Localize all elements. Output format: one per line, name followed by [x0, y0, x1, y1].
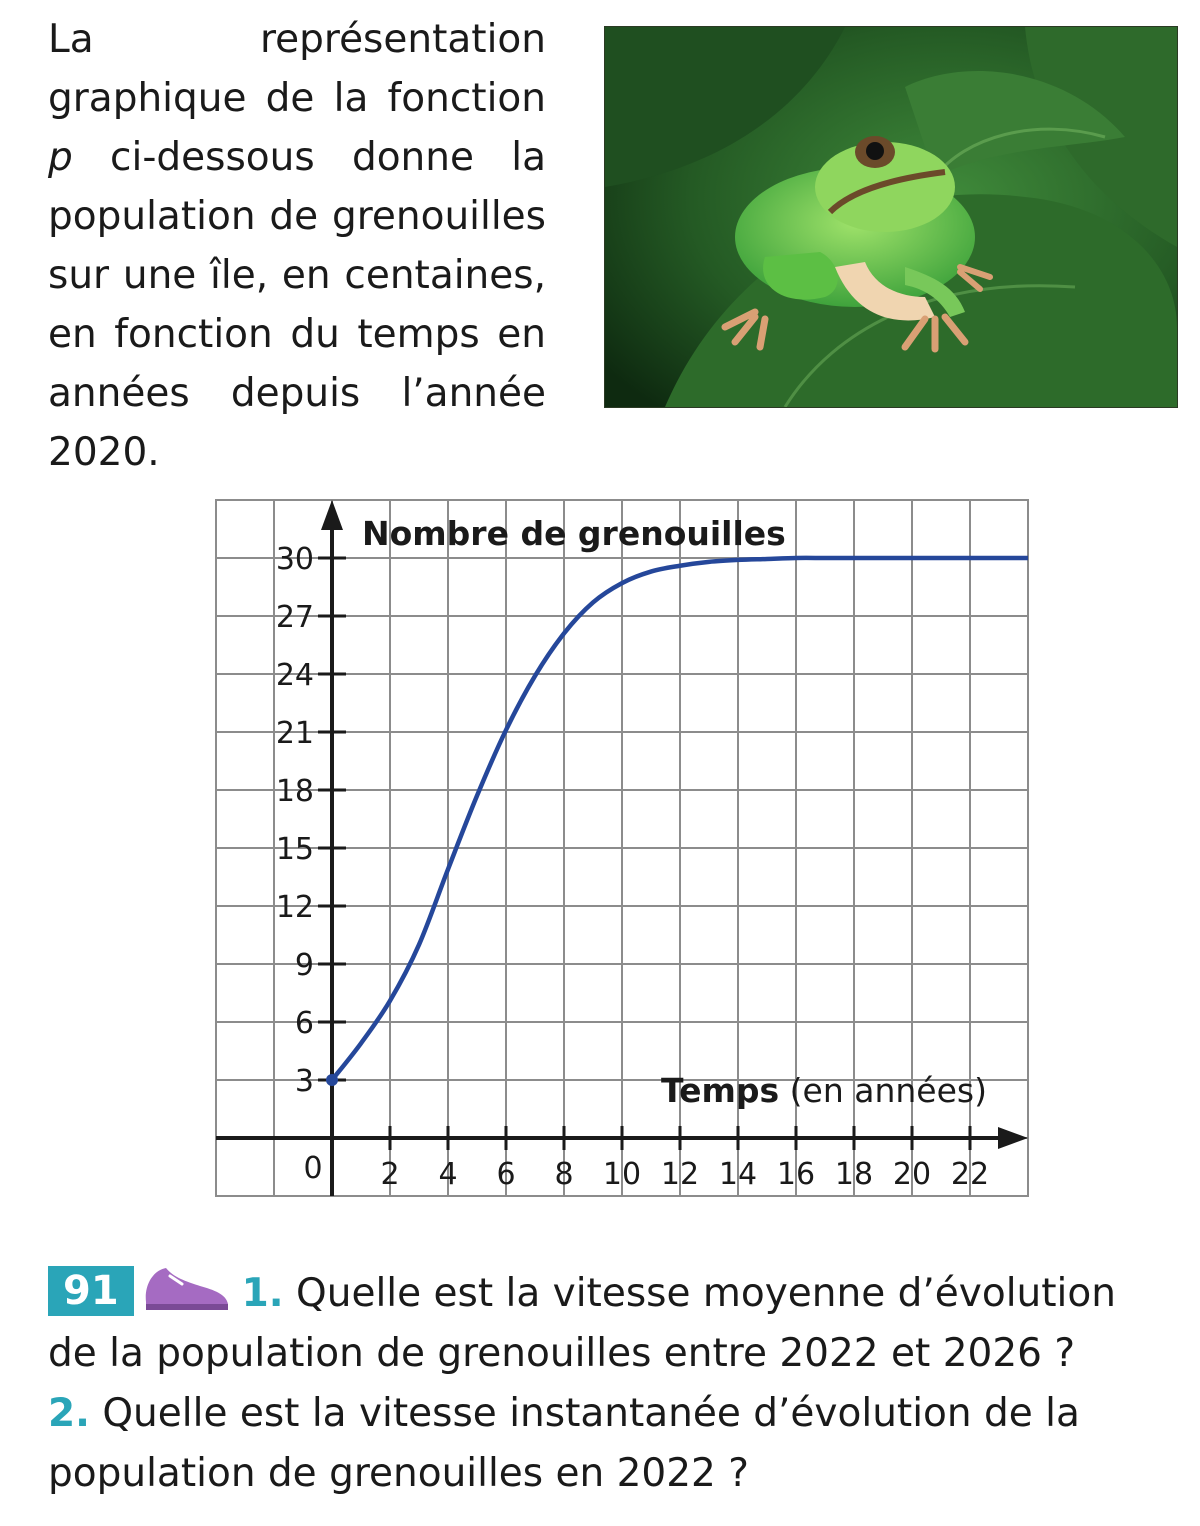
- question-1-number: 1.: [241, 1271, 284, 1316]
- y-axis-label: Nombre de grenouilles: [362, 514, 786, 553]
- function-name: p: [48, 135, 73, 180]
- x-tick-label: 8: [554, 1157, 574, 1192]
- chart-grid: [216, 500, 1028, 1196]
- origin-label: 0: [303, 1151, 323, 1186]
- y-tick-label: 18: [275, 774, 314, 809]
- x-axis-arrow: [998, 1127, 1028, 1149]
- start-point: [326, 1074, 338, 1086]
- exercise-number-badge: 91: [48, 1266, 134, 1316]
- x-tick-label: 2: [380, 1157, 400, 1192]
- question-1-text: Quelle est la vitesse moyenne d’évolution de la population de grenouilles entre 2022 et 2026 ?: [48, 1271, 1116, 1376]
- exercise-91: [48, 1262, 1158, 1504]
- chart-ticks: [276, 542, 989, 1192]
- question-2-number: 2.: [48, 1391, 90, 1436]
- y-tick-label: 6: [294, 1006, 314, 1041]
- intro-text: La représentation graphique de la fonction p ci-dessous donne la population de grenouilles sur une île, en centaines, en fonction du temps en années depuis l’année 2020.: [48, 17, 546, 475]
- y-tick-label: 15: [275, 832, 314, 867]
- population-curve: [332, 558, 1028, 1080]
- grid-frame: [216, 500, 1028, 1196]
- x-axis-label: Temps (en années): [661, 1071, 987, 1110]
- y-tick-label: 30: [275, 542, 314, 577]
- chart-axes: [216, 500, 1028, 1196]
- y-tick-label: 3: [294, 1064, 314, 1099]
- y-tick-label: 21: [275, 716, 314, 751]
- x-tick-label: 10: [602, 1157, 642, 1192]
- question-2-text: Quelle est la vitesse instantanée d’évolution de la population de grenouilles en 2022 ?: [48, 1391, 1080, 1496]
- y-tick-label: 12: [275, 890, 314, 925]
- y-tick-label: 9: [294, 948, 314, 983]
- x-tick-label: 22: [950, 1157, 990, 1192]
- x-tick-label: 16: [776, 1157, 816, 1192]
- question-2: [48, 1384, 1158, 1504]
- sneaker-icon: [140, 1262, 232, 1314]
- frog-photo-image: [605, 27, 1177, 407]
- x-tick-label: 14: [718, 1157, 758, 1192]
- frog-photo: [604, 26, 1178, 408]
- x-tick-label: 12: [660, 1157, 700, 1192]
- question-1: [48, 1262, 1158, 1384]
- x-tick-label: 6: [496, 1157, 516, 1192]
- y-axis-arrow: [321, 500, 343, 530]
- x-tick-label: 18: [834, 1157, 874, 1192]
- y-tick-label: 24: [275, 658, 314, 693]
- x-tick-label: 20: [892, 1157, 932, 1192]
- y-tick-label: 27: [275, 600, 314, 635]
- x-tick-label: 4: [438, 1157, 458, 1192]
